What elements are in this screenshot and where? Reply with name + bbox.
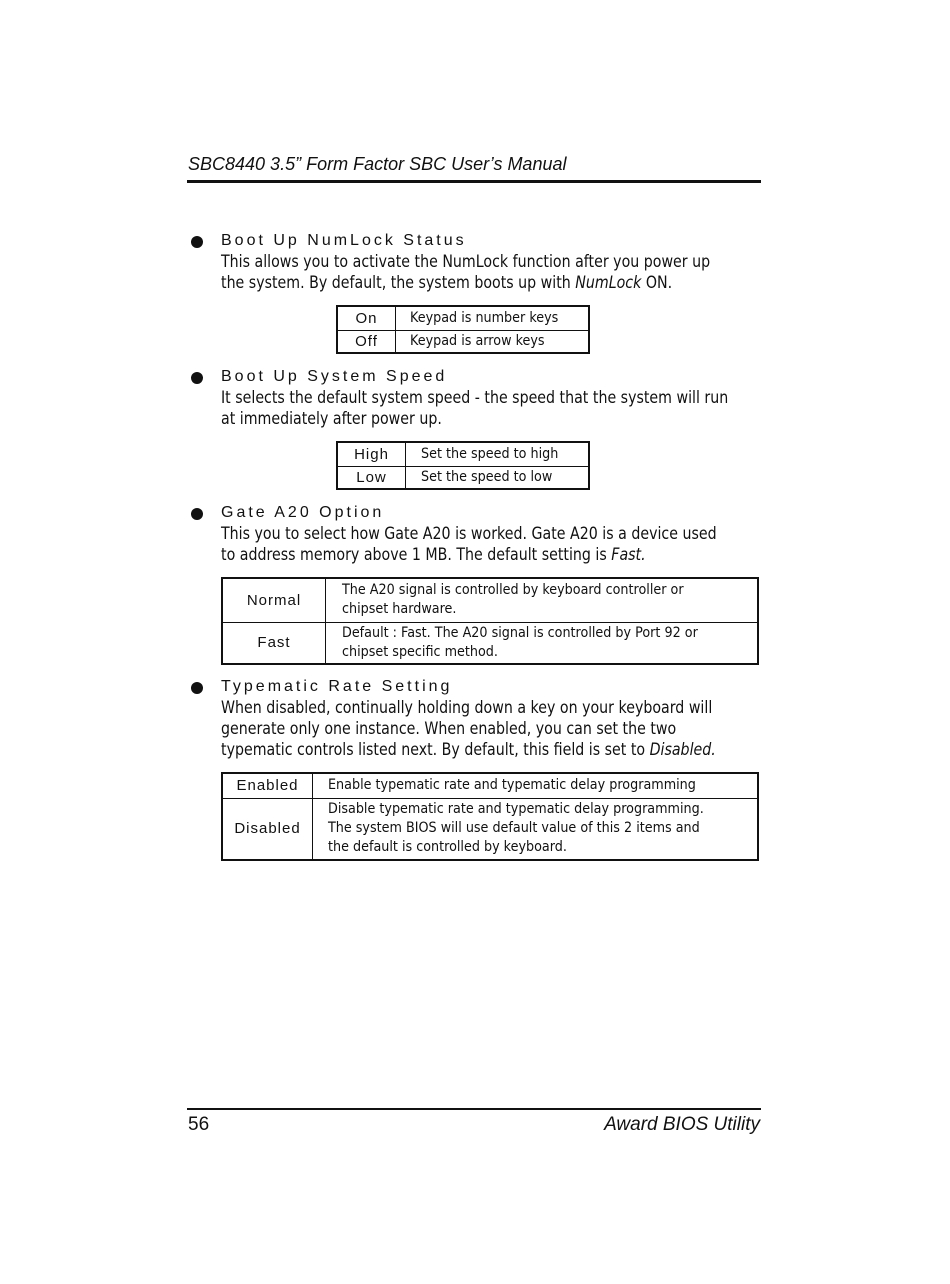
option-description: Set the speed to high bbox=[406, 442, 590, 466]
option-label: High bbox=[337, 442, 406, 466]
option-label: Enabled bbox=[222, 773, 313, 798]
section-description-gate-a20 bbox=[221, 523, 771, 565]
description-line: This you to select how Gate A20 is worked. Gate A20 is a device used bbox=[221, 524, 717, 543]
description-line: at immediately after power up. bbox=[221, 409, 442, 428]
bullet-icon bbox=[191, 236, 203, 248]
option-description: Disable typematic rate and typematic delay programming. The system BIOS will use default value of this 2 items and the default is controlled by keyboard. bbox=[313, 798, 759, 860]
description-line: typematic controls listed next. By default, this field is set to Disabled. bbox=[221, 740, 716, 759]
option-label: Low bbox=[337, 466, 406, 489]
option-description: Enable typematic rate and typematic delay programming bbox=[313, 773, 759, 798]
system-speed-options-table bbox=[336, 441, 590, 490]
option-description: Keypad is number keys bbox=[396, 306, 590, 330]
section-heading-system-speed: Boot Up System Speed bbox=[221, 368, 448, 385]
table-row bbox=[222, 622, 758, 664]
section-description-typematic bbox=[221, 697, 771, 760]
bullet-icon bbox=[191, 682, 203, 694]
description-line: When disabled, continually holding down a key on your keyboard will bbox=[221, 698, 713, 717]
typematic-options-table bbox=[221, 772, 759, 861]
option-description: Default : Fast. The A20 signal is controlled by Port 92 or chipset specific method. bbox=[326, 622, 759, 664]
description-line: This allows you to activate the NumLock function after you power up bbox=[221, 252, 711, 271]
page-footer bbox=[187, 1108, 761, 1135]
table-row bbox=[337, 442, 589, 466]
option-label: Disabled bbox=[222, 798, 313, 860]
bullet-icon bbox=[191, 372, 203, 384]
gate-a20-options-table bbox=[221, 577, 759, 665]
option-description: Keypad is arrow keys bbox=[396, 330, 590, 353]
footer-section-title: Award BIOS Utility bbox=[604, 1114, 760, 1135]
page-number: 56 bbox=[188, 1114, 210, 1135]
table-row bbox=[222, 773, 758, 798]
table-row bbox=[337, 306, 589, 330]
option-label: Fast bbox=[222, 622, 326, 664]
option-description: The A20 signal is controlled by keyboard controller or chipset hardware. bbox=[326, 578, 759, 622]
section-description-system-speed bbox=[221, 387, 771, 429]
section-heading-gate-a20: Gate A20 Option bbox=[221, 504, 385, 521]
table-row bbox=[337, 466, 589, 489]
description-line: It selects the default system speed - the speed that the system will run bbox=[221, 388, 729, 407]
description-line: generate only one instance. When enabled, you can set the two bbox=[221, 719, 677, 738]
numlock-options-table bbox=[336, 305, 590, 354]
section-heading-typematic: Typematic Rate Setting bbox=[221, 678, 453, 695]
table-row bbox=[222, 578, 758, 622]
section-description-numlock bbox=[221, 251, 771, 293]
bullet-icon bbox=[191, 508, 203, 520]
section-heading-numlock: Boot Up NumLock Status bbox=[221, 232, 467, 249]
table-row bbox=[222, 798, 758, 860]
option-label: Off bbox=[337, 330, 396, 353]
page-header bbox=[187, 152, 761, 183]
option-label: Normal bbox=[222, 578, 326, 622]
description-line: to address memory above 1 MB. The default setting is Fast. bbox=[221, 545, 646, 564]
manual-title: SBC8440 3.5” Form Factor SBC User’s Manual bbox=[188, 154, 567, 174]
description-line: the system. By default, the system boots up with NumLock ON. bbox=[221, 273, 673, 292]
option-label: On bbox=[337, 306, 396, 330]
option-description: Set the speed to low bbox=[406, 466, 590, 489]
table-row bbox=[337, 330, 589, 353]
